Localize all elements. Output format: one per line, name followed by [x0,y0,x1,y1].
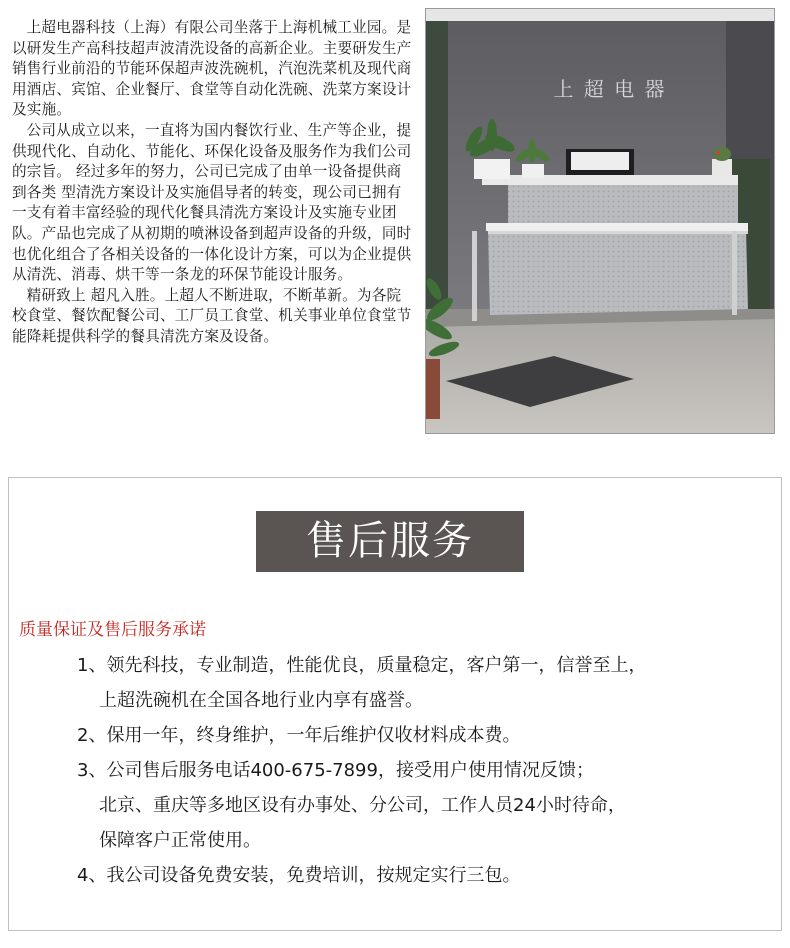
term-4-line-1: 4、我公司设备免费安装，免费培训，按规定实行三包。 [77,865,521,886]
term-3-line-3: 保障客户正常使用。 [99,830,261,851]
term-2-line-1: 2、保用一年，终身维护，一年后维护仅收材料成本费。 [77,725,521,746]
term-item-2 [77,718,767,753]
section-title: 售后服务 [256,511,524,572]
promise-heading: 质量保证及售后服务承诺 [19,620,206,640]
term-3-line-1: 3、公司售后服务电话400-675-7899，接受用户使用情况反馈； [77,760,594,781]
service-terms-list [77,648,767,893]
term-item-3 [77,753,767,858]
term-1-line-2: 上超洗碗机在全国各地行业内享有盛誉。 [99,690,423,711]
intro-paragraph-1: 上超电器科技（上海）有限公司坐落于上海机械工业园。是以研发生产高科技超声波清洗设备的高新企业。主要研发生产销售行业前沿的节能环保超声波洗碗机，汽泡洗菜机及现代商用酒店、宾馆、企业餐厅、食堂等自动化洗碗、洗菜方案设计及实施。 [12,19,412,119]
wall-sign-text: 上 超 电 器 [553,77,667,101]
intro-paragraph-3: 精研致上 超凡入胜。上超人不断进取，不断革新。为各院校食堂、餐饮配餐公司、工厂员工食堂、机关事业单位食堂节能降耗提供科学的餐具清洗方案及设备。 [12,286,412,345]
term-1-line-1: 1、领先科技，专业制造，性能优良，质量稳定，客户第一，信誉至上， [77,655,647,676]
office-reception-photo [425,8,775,434]
term-item-4 [77,858,767,893]
intro-paragraph-2: 公司从成立以来，一直将为国内餐饮行业、生产等企业，提供现代化、自动化、节能化、环保化设备及服务作为我们公司的宗旨。 经过多年的努力，公司已完成了由单一设备提供商到各类 型清洗方案设计及实施倡导者的转变，现公司已拥有一支有着丰富经验的现代化餐具清洗方案设计及实施专业团队。产品也完成了从初期的喷淋设备到超声设备的升级，同时也优化组合了各相关设备的一体化设计方案，可以为企业提供从清洗、消毒、烘干等一条龙的环保节能设计服务。 [12,121,412,284]
term-item-1 [77,648,767,718]
after-sales-section [8,477,782,931]
company-intro [12,18,414,348]
term-3-line-2: 北京、重庆等多地区设有办事处、分公司，工作人员24小时待命， [99,795,626,816]
